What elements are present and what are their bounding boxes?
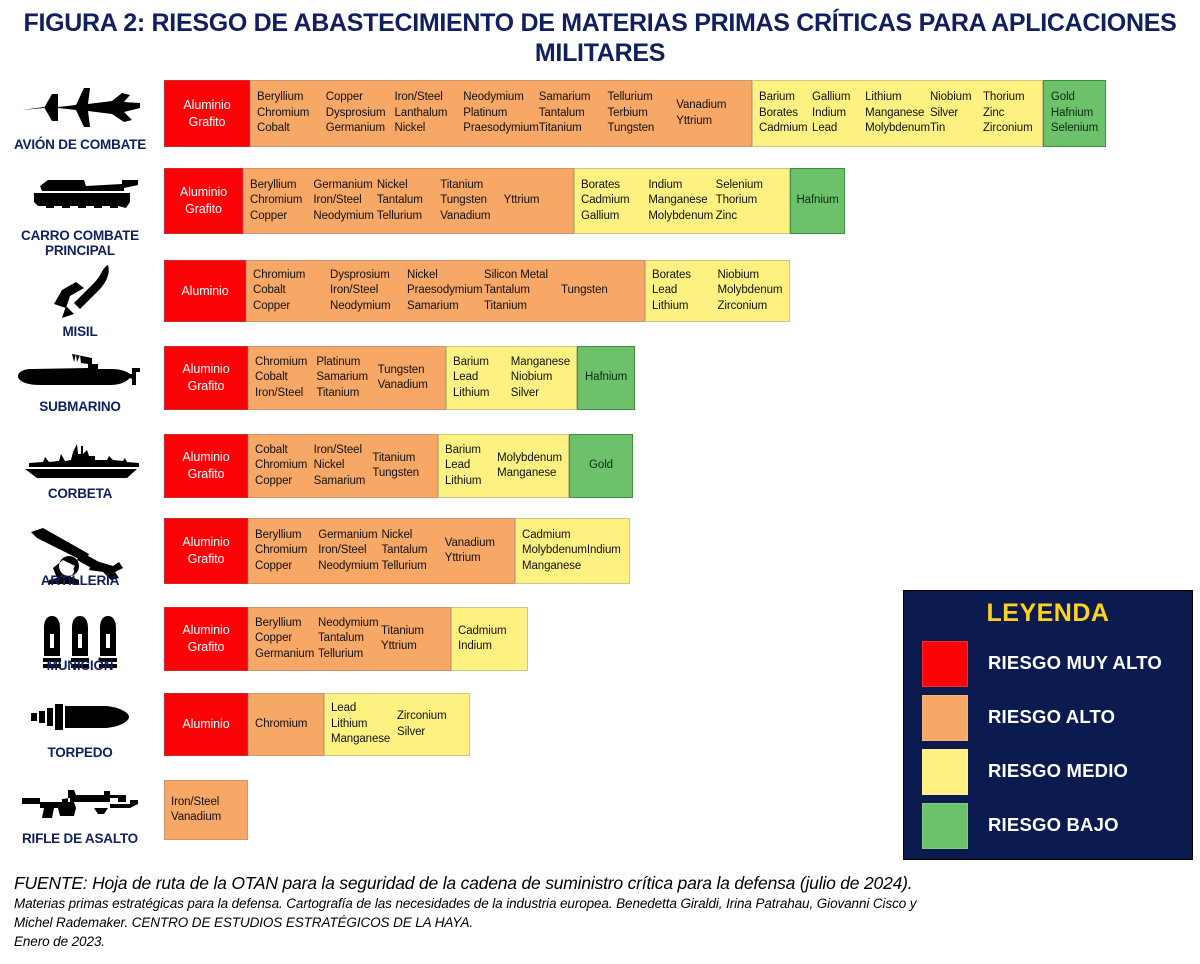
material-column xyxy=(313,178,376,225)
material-column xyxy=(504,193,567,209)
material-column xyxy=(171,622,241,656)
material-name: Yttrium xyxy=(503,194,540,207)
material-column xyxy=(812,90,865,137)
material-name: Copper xyxy=(253,299,291,312)
material-column xyxy=(463,90,539,137)
material-name: Vanadium xyxy=(377,379,428,391)
material-name: Copper xyxy=(325,91,363,104)
material-name: Aluminio xyxy=(182,362,230,376)
material-column xyxy=(382,528,445,575)
material-name: Chromium xyxy=(255,544,308,557)
material-column xyxy=(589,458,613,474)
material-name: Gallium xyxy=(581,209,620,222)
material-name: Samarium xyxy=(538,91,591,104)
material-name: Nickel xyxy=(381,528,413,541)
source-note xyxy=(14,872,1194,951)
risk-segment-high xyxy=(248,346,446,410)
risk-segment-very_high xyxy=(164,260,246,322)
material-name: Titanium xyxy=(538,122,582,135)
material-name: Iron/Steel xyxy=(171,795,220,808)
material-name: Zirconium xyxy=(717,299,768,312)
material-name: Lead xyxy=(453,371,479,384)
material-name: Hafnium xyxy=(1050,106,1094,119)
legend-swatch xyxy=(922,641,968,687)
material-name: Manganese xyxy=(331,733,391,746)
material-name: Grafito xyxy=(188,114,226,129)
legend-item-4 xyxy=(922,803,1174,847)
legend-label: RIESGO MUY ALTO xyxy=(988,652,1162,673)
material-name: Cadmium xyxy=(458,624,507,637)
material-name: Lead xyxy=(331,702,357,715)
material-name: Lead xyxy=(812,122,838,135)
material-name: Zinc xyxy=(982,106,1005,119)
material-name: Lead xyxy=(445,459,471,472)
material-column xyxy=(983,90,1036,137)
material-column xyxy=(316,355,377,402)
material-name: Cadmium xyxy=(581,194,630,207)
material-name: Silver xyxy=(397,725,426,738)
material-column xyxy=(522,528,587,575)
material-column xyxy=(796,193,838,209)
material-name: Neodymium xyxy=(318,559,379,572)
material-name: Grafito xyxy=(185,202,222,216)
material-column xyxy=(716,178,783,225)
material-name: Tantalum xyxy=(376,194,423,207)
legend-item-3 xyxy=(922,749,1174,793)
torpedo-icon xyxy=(0,700,160,734)
material-column xyxy=(314,443,373,490)
material-column xyxy=(372,451,431,482)
material-name: Neodymium xyxy=(330,299,391,312)
material-column xyxy=(331,701,397,748)
material-name: Silver xyxy=(929,106,959,119)
material-name: Grafito xyxy=(187,552,225,566)
material-column xyxy=(648,178,715,225)
material-column xyxy=(445,536,508,567)
material-name: Nickel xyxy=(394,122,426,135)
material-column xyxy=(171,184,236,218)
material-name: Gold xyxy=(589,459,613,472)
material-column xyxy=(378,363,439,394)
risk-segment-high xyxy=(248,434,438,498)
material-name: Molybdenum xyxy=(648,209,714,222)
material-name: Nickel xyxy=(313,459,345,472)
row-label-5: CORBETA xyxy=(47,486,113,501)
material-name: Yttrium xyxy=(444,552,481,564)
material-name: Nickel xyxy=(407,268,438,281)
source-main-line: FUENTE: Hoja de ruta de la OTAN para la seguridad de la cadena de suministro crítica para la defensa (julio de 2024). xyxy=(14,873,913,893)
material-name: Dysprosium xyxy=(325,106,386,119)
material-name: Molybdenum xyxy=(865,122,930,135)
material-name: Cobalt xyxy=(257,122,290,135)
material-name: Silver xyxy=(510,386,539,399)
risk-segment-medium xyxy=(574,168,790,234)
material-name: Aluminio xyxy=(179,185,228,199)
material-name: Tellurium xyxy=(376,209,422,222)
material-name: Vanadium xyxy=(171,811,222,823)
material-name: Tellurium xyxy=(318,647,364,660)
material-name: Manganese xyxy=(497,467,557,479)
material-column xyxy=(318,616,381,663)
material-column xyxy=(497,451,562,482)
material-name: Iron/Steel xyxy=(318,544,367,557)
material-name: Terbium xyxy=(607,106,648,119)
material-name: Tungsten xyxy=(561,284,608,297)
material-name: Vanadium xyxy=(440,209,491,222)
material-name: Iron/Steel xyxy=(313,443,362,456)
material-name: Chromium xyxy=(257,106,310,119)
submarine-icon xyxy=(0,352,160,392)
material-name: Tellurium xyxy=(381,559,427,572)
risk-segment-low xyxy=(1043,80,1106,147)
material-name: Molybdenum xyxy=(717,284,783,297)
row-label-3: MISIL xyxy=(62,324,98,339)
material-name: Thorium xyxy=(982,91,1025,104)
material-name: Tungsten xyxy=(372,467,420,479)
material-column xyxy=(458,624,507,655)
material-column xyxy=(484,268,561,315)
material-column xyxy=(250,178,313,225)
legend-label: RIESGO ALTO xyxy=(988,706,1116,727)
material-name: Barium xyxy=(445,443,481,456)
risk-segment-low xyxy=(790,168,845,234)
material-name: Lead xyxy=(652,284,678,297)
risk-segment-medium xyxy=(752,80,1043,147)
material-name: Grafito xyxy=(187,640,225,654)
row-label-9: RIFLE DE ASALTO xyxy=(21,831,138,846)
material-name: Neodymium xyxy=(463,91,524,104)
material-name: Germanium xyxy=(255,647,315,660)
material-column xyxy=(539,90,608,137)
material-column xyxy=(440,178,503,225)
material-column xyxy=(587,543,623,559)
material-name: Chromium xyxy=(253,268,306,281)
material-name: Barium xyxy=(453,355,489,368)
material-name: Gallium xyxy=(812,91,851,104)
material-column xyxy=(445,443,497,490)
material-name: Copper xyxy=(255,474,293,487)
material-name: Aluminio xyxy=(183,97,231,112)
material-name: Cadmium xyxy=(759,122,808,135)
material-column xyxy=(171,283,239,300)
legend-item-1 xyxy=(922,641,1174,685)
legend-label: RIESGO MEDIO xyxy=(988,760,1129,781)
material-column xyxy=(330,268,407,315)
material-name: Germanium xyxy=(325,122,385,135)
material-name: Niobium xyxy=(929,91,972,104)
material-name: Aluminio xyxy=(181,283,229,298)
material-name: Selenium xyxy=(715,178,763,191)
risk-segment-high xyxy=(246,260,645,322)
material-column xyxy=(171,361,241,395)
material-name: Tungsten xyxy=(607,122,655,135)
risk-segment-medium xyxy=(515,518,630,584)
material-name: Manganese xyxy=(510,355,570,368)
material-name: Praesodymium xyxy=(407,284,483,297)
material-column xyxy=(171,795,221,826)
material-name: Titanium xyxy=(381,624,424,637)
risk-segment-very_high xyxy=(164,346,248,410)
material-name: Iron/Steel xyxy=(313,194,362,207)
material-column xyxy=(1051,90,1098,137)
row-label-1: AVIÓN DE COMBATE xyxy=(13,137,147,152)
material-name: Dysprosium xyxy=(330,268,390,281)
material-column xyxy=(381,624,444,655)
material-name: Samarium xyxy=(407,299,459,312)
material-name: Molybdenum xyxy=(497,451,562,464)
material-name: Borates xyxy=(759,106,798,119)
material-column xyxy=(326,90,395,137)
material-name: Barium xyxy=(759,91,795,104)
risk-segment-low xyxy=(577,346,635,410)
material-name: Borates xyxy=(652,268,691,281)
material-name: Beryllium xyxy=(257,91,304,104)
material-name: Niobium xyxy=(717,268,759,281)
material-column xyxy=(255,717,307,733)
material-name: Lithium xyxy=(445,474,482,487)
row-label-8: TORPEDO xyxy=(47,745,113,760)
material-name: Cobalt xyxy=(255,443,288,456)
risk-segment-high xyxy=(243,168,574,234)
legend-panel xyxy=(903,590,1193,860)
material-name: Cobalt xyxy=(255,371,288,384)
material-name: Platinum xyxy=(463,106,508,119)
material-name: Molybdenum xyxy=(522,544,587,557)
material-name: Tantalum xyxy=(318,632,364,645)
material-column xyxy=(453,355,511,402)
material-name: Lithium xyxy=(453,386,490,399)
material-column xyxy=(608,90,677,137)
risk-segment-high xyxy=(250,80,752,147)
material-name: Vanadium xyxy=(676,99,727,111)
material-column xyxy=(253,268,330,315)
material-column xyxy=(511,355,570,402)
source-line-3: Michel Rademaker. CENTRO DE ESTUDIOS ESTRATÉGICOS DE LA HAYA. xyxy=(14,915,474,930)
material-name: Tellurium xyxy=(607,91,653,104)
material-name: Chromium xyxy=(250,194,303,207)
material-name: Titanium xyxy=(484,299,527,312)
material-name: Thorium xyxy=(715,194,758,207)
risk-segment-low xyxy=(569,434,633,498)
page-title: FIGURA 2: RIESGO DE ABASTECIMIENTO DE MATERIAS PRIMAS CRÍTICAS PARA APLICACIONES MILITARES xyxy=(23,9,1177,67)
missile-icon xyxy=(0,262,160,322)
material-name: Copper xyxy=(255,632,293,645)
material-name: Titanium xyxy=(372,451,416,464)
material-name: Beryllium xyxy=(250,178,297,191)
legend-label: RIESGO BAJO xyxy=(988,814,1119,835)
risk-segment-medium xyxy=(645,260,790,322)
row-label-6: ARTILLERÍA xyxy=(40,573,120,588)
material-column xyxy=(395,90,464,137)
material-column xyxy=(561,283,638,299)
material-column xyxy=(255,616,318,663)
row-label-7: MUNICIÓN xyxy=(46,658,114,673)
material-name: Germanium xyxy=(318,528,378,541)
material-name: Yttrium xyxy=(676,114,712,127)
material-column xyxy=(171,449,241,483)
material-name: Copper xyxy=(250,209,288,222)
fighter-jet-icon xyxy=(0,84,160,130)
material-name: Yttrium xyxy=(381,640,417,652)
material-name: Samarium xyxy=(316,371,368,384)
material-name: Zirconium xyxy=(982,122,1033,135)
material-column xyxy=(718,268,784,315)
material-name: Vanadium xyxy=(444,536,495,549)
material-name: Tantalum xyxy=(381,544,428,557)
material-name: Titanium xyxy=(316,386,360,399)
material-name: Aluminio xyxy=(182,450,230,464)
material-name: Hafnium xyxy=(584,371,628,384)
material-column xyxy=(171,534,241,568)
risk-segment-very_high xyxy=(164,168,243,234)
material-column xyxy=(585,370,627,386)
material-name: Germanium xyxy=(313,178,373,191)
warship-icon xyxy=(0,442,160,482)
material-name: Indium xyxy=(648,178,683,191)
risk-segment-medium xyxy=(324,693,470,756)
risk-segment-high xyxy=(248,518,515,584)
material-name: Iron/Steel xyxy=(394,91,443,104)
material-name: Zirconium xyxy=(397,710,447,722)
risk-segment-high xyxy=(248,607,451,671)
risk-segment-very_high xyxy=(164,693,248,756)
material-name: Neodymium xyxy=(318,616,379,629)
material-name: Borates xyxy=(581,178,620,191)
legend-title: LEYENDA xyxy=(986,599,1110,627)
material-name: Tantalum xyxy=(538,106,585,119)
material-name: Zinc xyxy=(715,209,737,222)
material-name: Aluminio xyxy=(182,535,230,549)
material-name: Tungsten xyxy=(440,194,487,207)
tank-icon xyxy=(0,172,160,216)
material-name: Nickel xyxy=(376,178,408,191)
material-name: Indium xyxy=(458,640,492,652)
risk-segment-very_high xyxy=(164,607,248,671)
material-column xyxy=(759,90,812,137)
material-column xyxy=(652,268,718,315)
risk-segment-medium xyxy=(451,607,528,671)
material-column xyxy=(255,443,314,490)
material-column xyxy=(930,90,983,137)
risk-segment-very_high xyxy=(164,434,248,498)
material-name: Manganese xyxy=(522,559,582,572)
material-name: Gold xyxy=(1050,91,1075,104)
material-column xyxy=(255,355,316,402)
material-name: Lanthalum xyxy=(394,106,448,119)
risk-segment-very_high xyxy=(164,518,248,584)
material-column xyxy=(255,528,318,575)
risk-segment-medium xyxy=(446,346,577,410)
material-name: Lithium xyxy=(331,717,368,730)
material-column xyxy=(397,709,463,740)
legend-swatch xyxy=(922,749,968,795)
material-name: Indium xyxy=(586,544,621,557)
material-name: Cobalt xyxy=(253,284,286,297)
source-line-4: Enero de 2023. xyxy=(14,934,105,949)
source-line-2: Materias primas estratégicas para la defensa. Cartografía de las necesidades de la industria europea. Benedetta Giraldi, Irina Patrahau, Giovanni Cisco y xyxy=(14,896,917,911)
material-column xyxy=(377,178,440,225)
material-name: Copper xyxy=(255,559,293,572)
material-name: Hafnium xyxy=(796,194,839,207)
material-name: Tungsten xyxy=(377,363,425,376)
material-name: Cadmium xyxy=(522,528,571,541)
material-name: Tantalum xyxy=(484,284,530,297)
material-name: Grafito xyxy=(187,379,225,393)
risk-segment-high xyxy=(248,693,324,756)
material-name: Iron/Steel xyxy=(330,284,379,297)
risk-segment-high xyxy=(164,780,248,840)
material-name: Beryllium xyxy=(255,616,302,629)
material-name: Platinum xyxy=(316,355,361,368)
material-name: Praesodymium xyxy=(463,122,539,135)
material-column xyxy=(676,98,745,129)
material-name: Manganese xyxy=(648,194,708,207)
material-name: Chromium xyxy=(255,717,308,730)
legend-swatch xyxy=(922,803,968,849)
material-name: Niobium xyxy=(510,371,553,384)
material-name: Tin xyxy=(929,122,946,135)
material-column xyxy=(171,716,241,733)
material-column xyxy=(865,90,930,137)
material-column xyxy=(581,178,648,225)
assault-rifle-icon xyxy=(0,788,160,822)
material-name: Neodymium xyxy=(313,209,374,222)
material-column xyxy=(257,90,326,137)
material-name: Indium xyxy=(812,106,846,119)
risk-segment-very_high xyxy=(164,80,250,147)
row-label-2: CARRO COMBATE PRINCIPAL xyxy=(21,228,139,258)
material-name: Lithium xyxy=(652,299,689,312)
material-name: Chromium xyxy=(255,355,308,368)
material-name: Aluminio xyxy=(182,717,230,731)
material-name: Grafito xyxy=(187,467,225,481)
material-name: Titanium xyxy=(440,178,484,191)
risk-segment-medium xyxy=(438,434,569,498)
material-name: Silicon Metal xyxy=(484,268,548,281)
material-name: Beryllium xyxy=(255,528,302,541)
material-name: Chromium xyxy=(255,459,308,472)
material-name: Selenium xyxy=(1050,122,1099,135)
material-name: Samarium xyxy=(313,474,366,487)
material-name: Iron/Steel xyxy=(255,386,304,399)
row-label-4: SUBMARINO xyxy=(39,399,121,414)
material-column xyxy=(318,528,381,575)
legend-item-2 xyxy=(922,695,1174,739)
material-name: Manganese xyxy=(865,106,925,119)
material-name: Aluminio xyxy=(182,623,230,637)
material-name: Lithium xyxy=(865,91,902,104)
material-column xyxy=(171,97,243,131)
material-column xyxy=(407,268,484,315)
legend-swatch xyxy=(922,695,968,741)
